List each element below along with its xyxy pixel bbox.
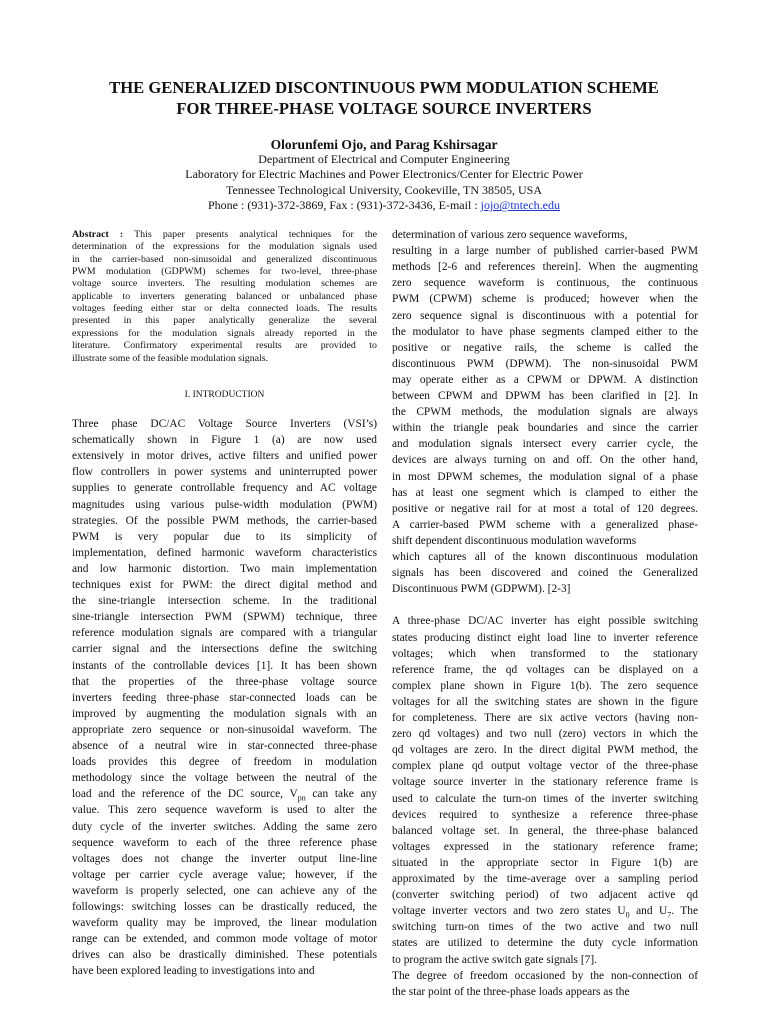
text-line: (converter switching period) of two adjacent active qd <box>392 889 698 902</box>
text-line: waveform quality may be improved, the linear modulation <box>72 917 377 930</box>
text-line: expressions for the modulation signals already reported in the <box>72 327 377 339</box>
text-line: devices are always turning on and off. On the other hand, <box>392 454 698 467</box>
text-line: voltages does not change the inverter output line-line <box>72 852 377 865</box>
text-line: PWM modulation (GDPWM) schemes for two-level, three-phase <box>72 266 377 278</box>
text-line: positive or negative rail for at most a total of 120 degrees. <box>392 502 698 515</box>
text-line: A carrier-based PWM scheme with a generalized phase- <box>392 518 698 531</box>
u-line-mid: and U <box>629 905 668 918</box>
text-line: the sine-triangle intersection scheme. In the traditional <box>72 595 377 608</box>
text-line: which captures all of the known discontinuous modulation <box>392 551 698 563</box>
text-line: PWM is very popular due to its simplicity of <box>72 530 377 543</box>
text-line: Three phase DC/AC Voltage Source Inverters (VSI’s) <box>72 418 377 430</box>
text-line: voltages expressed in the stationary reference frame; <box>392 840 698 853</box>
text-line: voltages feeding either star or delta connected loads. The results <box>72 303 377 315</box>
text-line: A three-phase DC/AC inverter has eight possible switching <box>392 615 698 628</box>
text-line: drives can also be drastically diminished. These potentials <box>72 949 377 962</box>
text-line: and low harmonic distortion. Two main implementation <box>72 562 377 575</box>
text-line: the CPWM methods, the modulation signals are always <box>392 406 698 419</box>
text-line: range can be extended, and common mode voltage of motor <box>72 933 377 946</box>
text-line: the modulator to have phase segments clamped either to the <box>392 325 698 338</box>
text-line: carrier signal and the intersections define the switching <box>72 643 377 656</box>
u0-subscript: 0 <box>625 910 630 920</box>
text-line: balanced voltage set. In general, the three-phase balanced <box>392 824 698 837</box>
text-line: techniques exist for PWM: the direct digital method and <box>72 579 377 591</box>
abstract-label: Abstract : <box>72 229 124 240</box>
text-line: has at least one segment which is clamped to either the <box>392 486 698 499</box>
section-heading: I. INTRODUCTION <box>184 390 265 400</box>
text-line: improved by augmenting the modulation signals with an <box>72 707 377 720</box>
text-line: appropriate zero sequence or non-sinusoidal waveform. The <box>72 723 377 736</box>
text-line: devices required to synthesize a reference three-phase <box>392 808 698 821</box>
text-line: reference modulation signals are compared with a triangular <box>72 627 377 640</box>
text-line <box>392 905 698 919</box>
text-line: inverters feeding three-phase star-connected loads can be <box>72 691 377 704</box>
text-line: in most DPWM schemes, the modulation signal of a phase <box>392 470 698 483</box>
text-line: value. This zero sequence waveform is used to alter the <box>72 804 377 817</box>
contact-text: Phone : (931)-372-3869, Fax : (931)-372-3436, E-mail : <box>208 198 481 213</box>
text-line: zero sequence waveform is continuous, the continuous <box>392 277 698 290</box>
text-line: followings: switching losses can be drastically reduced, the <box>72 901 377 913</box>
affiliation-line-2: Laboratory for Electric Machines and Power Electronics/Center for Electric Power <box>185 167 583 182</box>
text-line: determination of various zero sequence waveforms, <box>392 229 628 241</box>
text-line: positive or negative rails, the scheme is called the <box>392 341 698 354</box>
text-line: approximated by the time-average over a sampling period <box>392 873 698 885</box>
text-line: schematically shown in Figure 1 (a) are now used <box>72 434 377 447</box>
text-line: duty cycle of the inverter switches. Adding the same zero <box>72 820 377 833</box>
text-line: waveform is properly selected, one can achieve any of the <box>72 884 377 897</box>
u-line-text: voltage inverter vectors and two zero states U <box>392 905 626 918</box>
text-line: voltages; which when transformed to the stationary <box>392 647 698 660</box>
text-line: flow controllers in power systems and uninterrupted power <box>72 466 377 479</box>
email-link[interactable]: jojo@tntech.edu <box>480 198 560 213</box>
text-line: voltage source inverters. The resulting modulation schemes are <box>72 278 377 290</box>
text-line: states are utilized to determine the duty cycle information <box>392 937 698 950</box>
text-line: loads provides this degree of freedom in modulation <box>72 756 377 769</box>
text-line: PWM (CPWM) scheme is produced; however when the <box>392 293 698 306</box>
text-line <box>72 788 377 802</box>
text-line: the star point of the three-phase loads appears as the <box>392 985 630 998</box>
abstract-first-line: This paper presents analytical techniques for the <box>123 229 377 240</box>
text-line: in the carrier-based non-sinusoidal and generalized discontinuous <box>72 253 377 265</box>
text-line <box>72 229 377 240</box>
affiliation-line-3: Tennessee Technological University, Cookeville, TN 38505, USA <box>225 182 543 197</box>
text-line: discontinuous PWM (DPWM). The non-sinusoidal PWM <box>392 357 698 370</box>
text-line: implementation, defined harmonic waveform characteristics <box>72 546 377 559</box>
text-line: shift dependent discontinuous modulation waveforms <box>392 534 637 547</box>
text-line: switching turn-on times of the two active and two null <box>392 921 698 934</box>
text-line: sequence waveform to each of the three reference phase <box>72 836 377 849</box>
vpn-line-text: load and the reference of the DC source, V <box>72 788 298 801</box>
text-line: have been explored leading to investigations into and <box>72 965 315 978</box>
text-line: voltages for all the switching states are shown in the figure <box>392 695 698 708</box>
text-line: illustrate some of the feasible modulation signals. <box>72 352 269 364</box>
text-line: extensively in motor drives, active filters and unified power <box>72 450 377 463</box>
vpn-line-tail: can take any <box>305 788 377 801</box>
text-line: to program the active switch gate signals [7]. <box>392 953 597 966</box>
text-line: resulting in a large number of published carrier-based PWM <box>392 245 698 258</box>
text-line: complex plane shown in Figure 1(b). The zero sequence <box>392 679 698 692</box>
text-line: The degree of freedom occasioned by the non-connection of <box>392 969 698 982</box>
title-line-1: THE GENERALIZED DISCONTINUOUS PWM MODULATION SCHEME <box>109 78 659 97</box>
text-line: sine-triangle intersection PWM (SPWM) technique, three <box>72 611 377 624</box>
text-line: absence of a neutral wire in star-connected three-phase <box>72 740 377 752</box>
affiliation-line-1: Department of Electrical and Computer Engineering <box>258 152 510 166</box>
text-line: used to calculate the turn-on times of the inverter switching <box>392 792 698 805</box>
text-line: methods [2-6 and references therein]. When the augmenting <box>392 261 698 274</box>
text-line: determination of the expressions for the modulation signals used <box>72 241 377 253</box>
text-line: Discontinuous PWM (GDPWM). [2-3] <box>392 583 571 596</box>
text-line: strategies. Of the possible PWM methods, the carrier-based <box>72 514 377 527</box>
text-line: that the properties of the three-phase voltage source <box>72 675 377 688</box>
text-line: zero qd voltages) and two null (zero) vectors in which the <box>392 728 698 741</box>
author-names: Olorunfemi Ojo, and Parag Kshirsagar <box>270 137 498 152</box>
text-line: magnitudes using various pulse-width modulation (PWM) <box>72 498 377 511</box>
text-line: voltage source inverter in the stationary reference frame is <box>392 776 698 789</box>
text-line: presented in this paper analytically generalize the several <box>72 315 377 327</box>
vpn-subscript: pn <box>297 793 306 803</box>
text-line: complex plane qd output voltage vector of the three-phase <box>392 760 698 773</box>
text-line: applicable to inverters generating balanced or unbalanced phase <box>72 290 377 302</box>
text-line: for completeness. There are six active vectors (having non- <box>392 712 698 724</box>
text-line: situated in the appropriate sector in Figure 1(b) are <box>392 856 698 869</box>
text-line: instants of the controllable devices [1]. It has been shown <box>72 659 377 672</box>
text-line: literature. Confirmatory experimental results are provided to <box>72 340 377 352</box>
text-line: qd voltages are zero. In the direct digital PWM method, the <box>392 744 698 757</box>
text-line: reference frame, the qd voltages can be displayed on a <box>392 663 698 676</box>
text-line: methodology since the voltage between the neutral of the <box>72 772 377 785</box>
text-line: zero sequence signal is discontinuous with a potential for <box>392 309 698 322</box>
contact-line <box>60 198 708 213</box>
text-line: between CPWM and DPWM has been clarified in [2]. In <box>392 390 698 402</box>
u-line-tail: . The <box>671 905 698 918</box>
paper-title <box>60 77 708 119</box>
title-line-2: FOR THREE-PHASE VOLTAGE SOURCE INVERTERS <box>176 99 592 118</box>
text-line: signals has been discovered and coined the Generalized <box>392 567 698 580</box>
affiliation-block <box>60 152 708 214</box>
text-line: may operate either as a CPWM or DPWM. A distinction <box>392 373 698 386</box>
u7-subscript: 7 <box>667 910 672 920</box>
text-line: within the triangle peak boundaries and since the carrier <box>392 422 698 435</box>
text-line: states producing distinct eight load line to inverter reference <box>392 631 698 644</box>
text-line: voltage per carrier cycle average value; however, if the <box>72 868 377 881</box>
text-line: supplies to generate controllable frequency and AC voltage <box>72 482 377 495</box>
text-line: and modulation signals intersect every carrier cycle, the <box>392 438 698 451</box>
